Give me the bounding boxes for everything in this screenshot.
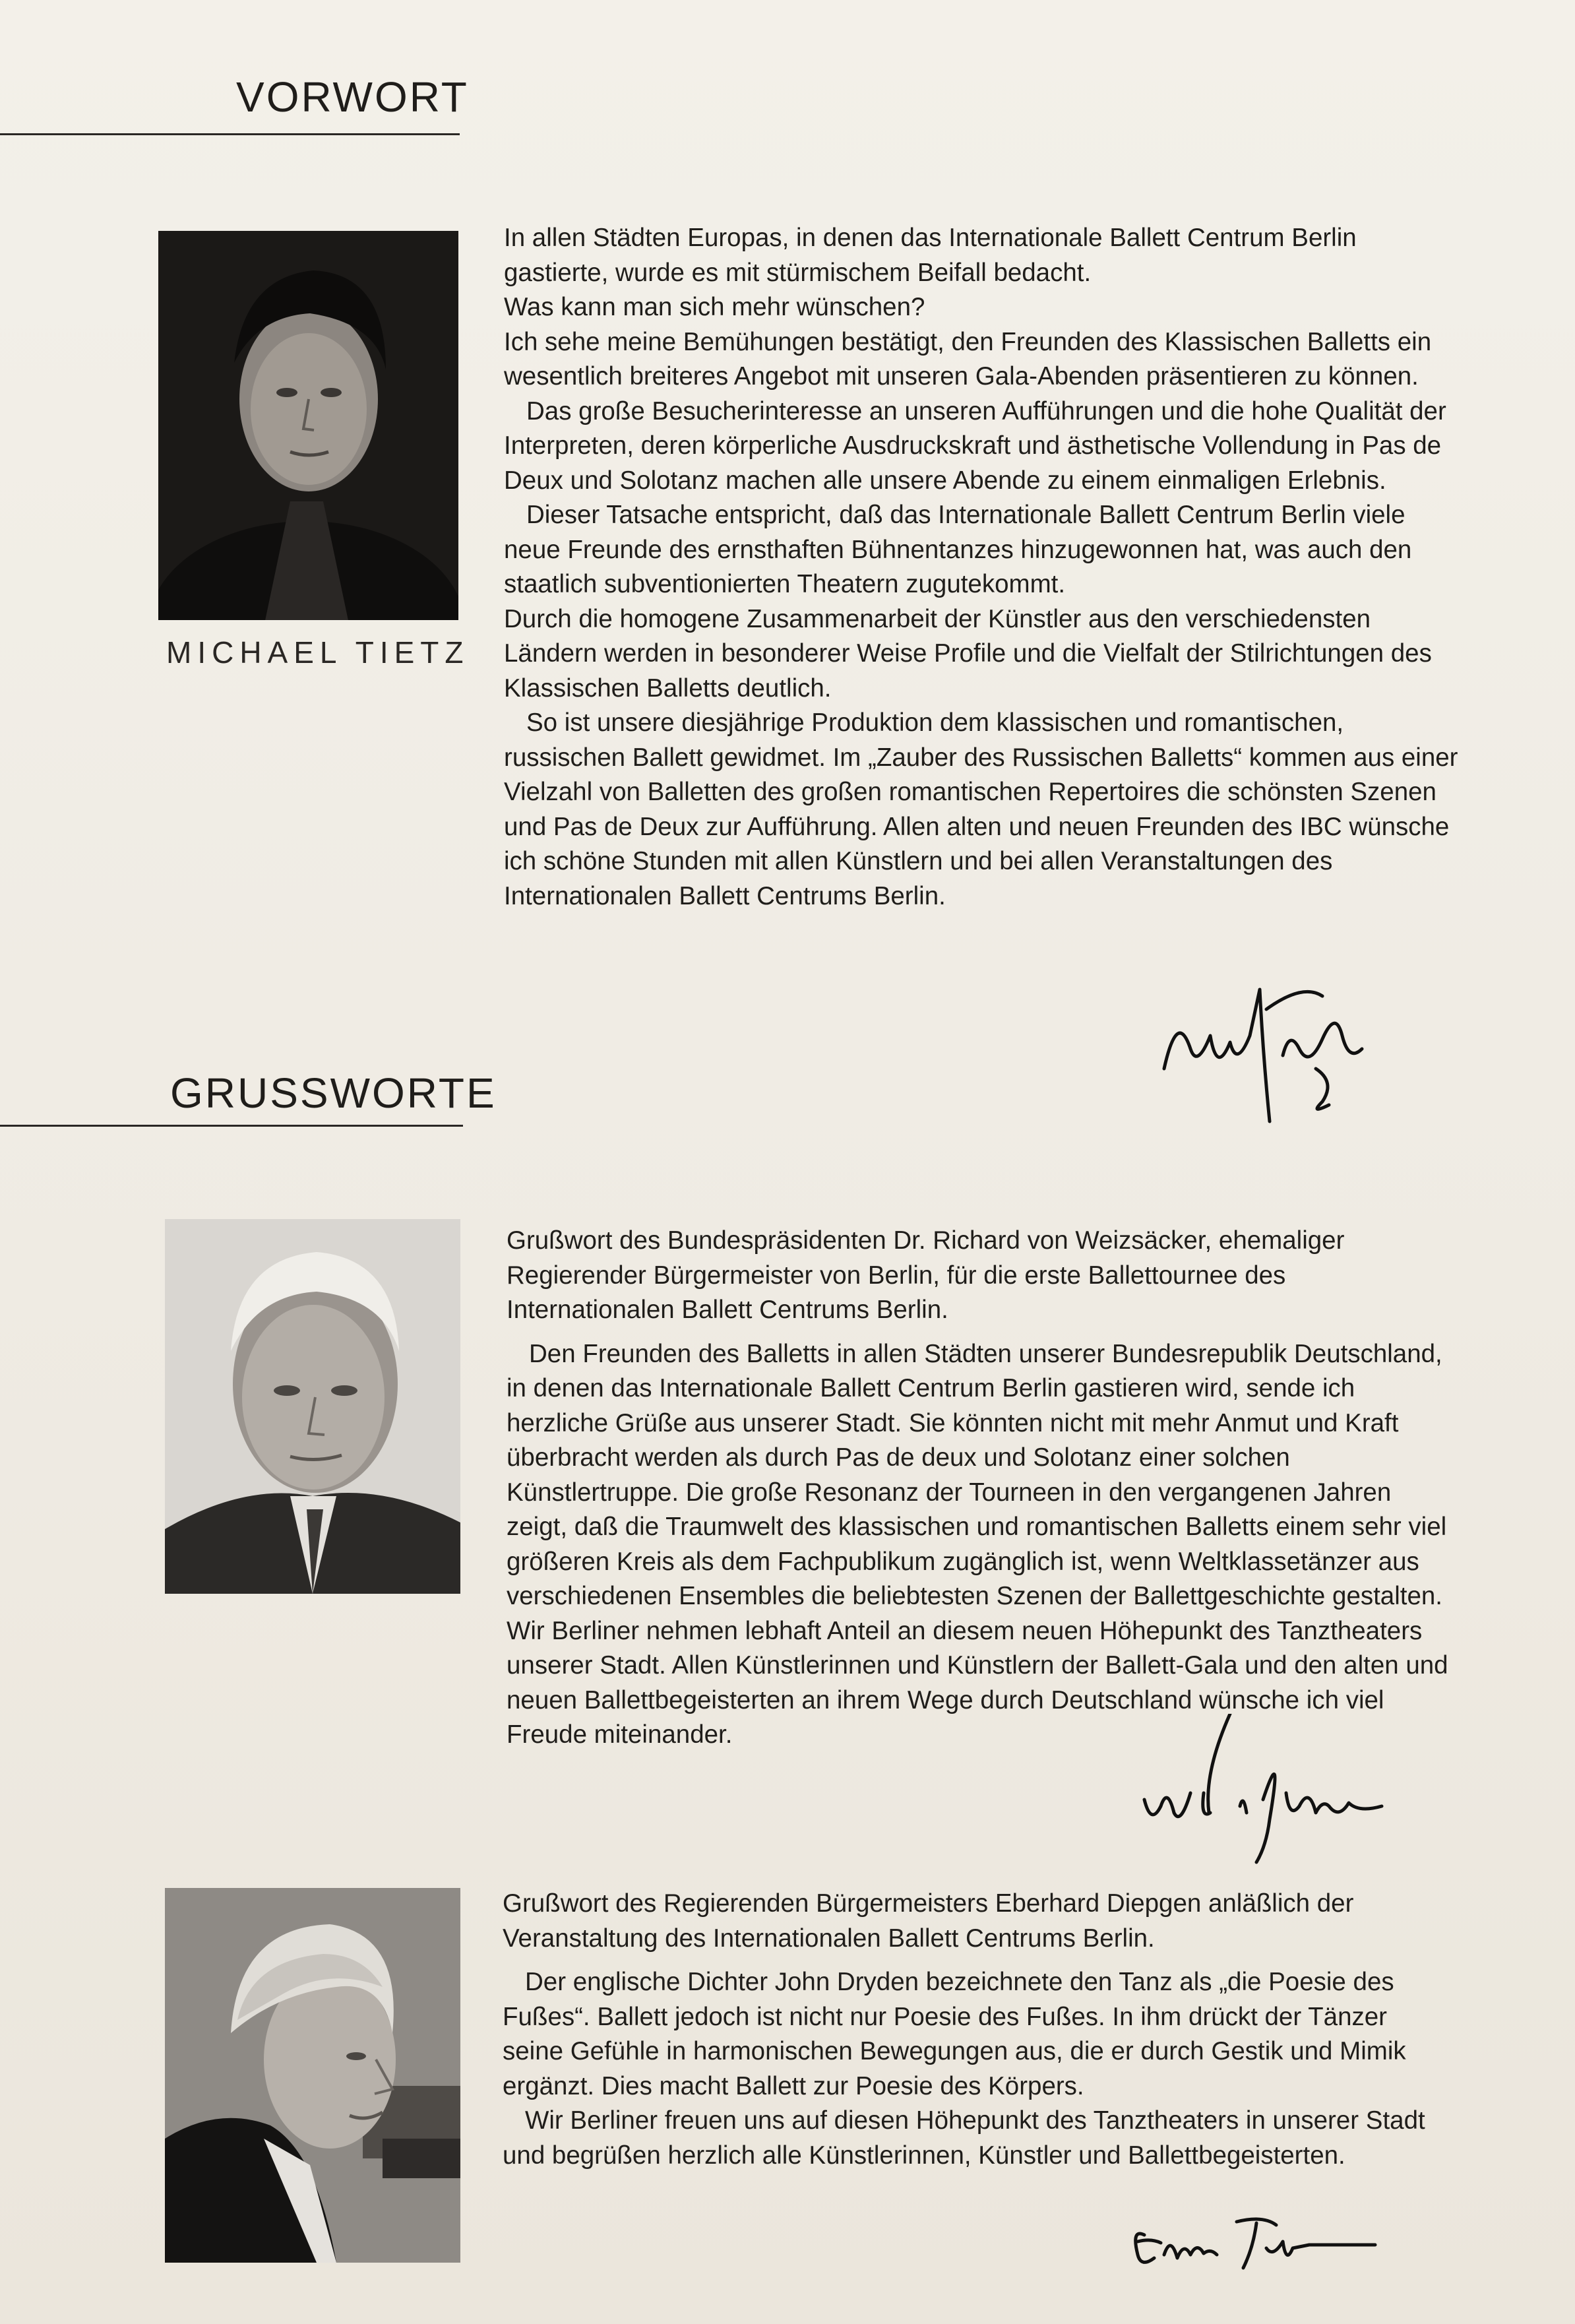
grussworte-heading: GRUSSWORTE <box>170 1069 497 1117</box>
diepgen-lead: Grußwort des Regierenden Bürgermeisters Eberhard Diepgen anläßlich der Veranstaltung des Internationalen Ballett Centrums Berlin. <box>503 1889 1354 1953</box>
portrait-diepgen <box>165 1888 460 2263</box>
weizsaecker-text <box>507 1224 1456 1753</box>
vorwort-rule <box>0 133 460 135</box>
portrait-weizsaecker <box>165 1219 460 1594</box>
vorwort-paragraph: Ich sehe meine Bemühungen bestätigt, den Freunden des Klassischen Balletts ein wesentlich breiteres Angebot mit unseren Gala-Abenden präsentieren zu können. <box>504 327 1432 391</box>
vorwort-heading: VORWORT <box>236 73 469 121</box>
vorwort-text <box>504 221 1464 914</box>
weizsaecker-lead: Grußwort des Bundespräsidenten Dr. Richard von Weizsäcker, ehemaliger Regierender Bürgermeister von Berlin, für die erste Ballettournee des Internationalen Ballett Centrums Berlin. <box>507 1226 1345 1324</box>
diepgen-text <box>503 1887 1452 2173</box>
vorwort-paragraph: Dieser Tatsache entspricht, daß das Internationale Ballett Centrum Berlin viele neue Freunde des ernsthaften Bühnentanzes hinzugewonnen hat, was auch den staatlich subventionierten Theatern zugutekommt. <box>504 501 1412 598</box>
diepgen-paragraph: Wir Berliner freuen uns auf diesen Höhepunkt des Tanztheaters in unserer Stadt und begrüßen herzlich alle Künstlerinnen, Künstler und Ballettbegeisterten. <box>503 2106 1425 2170</box>
vorwort-paragraph: Was kann man sich mehr wünschen? <box>504 293 925 321</box>
author-caption: MICHAEL TIETZ <box>166 635 470 670</box>
signature-tietz <box>1151 970 1388 1128</box>
signature-weizsaecker <box>1131 1714 1395 1866</box>
weizsaecker-body: Den Freunden des Balletts in allen Städten unserer Bundesrepublik Deutschland, in denen das Internationale Ballett Centrum Berlin gastieren wird, sende ich herzliche Grüße aus unserer Stadt. Sie könnten nicht mit mehr Anmut und Kraft überbracht werden als durch Pas de deux und Solotanz einer solchen Künstlertruppe. Die große Resonanz der Tourneen in den vergangenen Jahren zeigt, daß die Traumwelt des klassischen und romantischen Balletts einem sehr viel größeren Kreis als dem Fachpublikum zugänglich ist, wenn Weltklassetänzer aus verschiedenen Ensembles die beliebtesten Szenen der Ballettgeschichte gestalten. Wir Berliner nehmen lebhaft Anteil an diesem neuen Höhepunkt des Tanztheaters unserer Stadt. Allen Künstlerinnen und Künstlern der Ballett-Gala und den alten und neuen Ballettbegeisterten an ihrem Wege durch Deutschland wünsche ich viel Freude miteinander. <box>507 1339 1448 1749</box>
signature-diepgen <box>1125 2202 1388 2275</box>
vorwort-paragraph: In allen Städten Europas, in denen das Internationale Ballett Centrum Berlin gastierte, wurde es mit stürmischem Beifall bedacht. <box>504 224 1357 287</box>
vorwort-paragraph: Das große Besucherinteresse an unseren Aufführungen und die hohe Qualität der Interpreten, deren körperliche Ausdruckskraft und ästhetische Vollendung in Pas de Deux und Solotanz machen alle unsere Abende zu einem einmaligen Erlebnis. <box>504 396 1446 495</box>
vorwort-paragraph: Durch die homogene Zusammenarbeit der Künstler aus den verschiedensten Ländern werden in besonderer Weise Profile und die Vielfalt der Stilrichtungen des Klassischen Balletts deutlich. <box>504 604 1432 703</box>
diepgen-paragraph: Der englische Dichter John Dryden bezeichnete den Tanz als „die Poesie des Fußes“. Ballett jedoch ist nicht nur Poesie des Fußes. In ihm drückt der Tänzer seine Gefühle in harmonischen Bewegungen aus, die er durch Gestik und Mimik ergänzt. Dies macht Ballett zur Poesie des Körpers. <box>503 1968 1406 2100</box>
grussworte-rule <box>0 1125 463 1127</box>
portrait-michael-tietz <box>158 231 458 620</box>
vorwort-paragraph: So ist unsere diesjährige Produktion dem klassischen und romantischen, russischen Ballett gewidmet. Im „Zauber des Russischen Balletts“ kommen aus einer Vielzahl von Balletten des großen romantischen Repertoires die schönsten Szenen und Pas de Deux zur Aufführung. Allen alten und neuen Freunden des IBC wünsche ich schöne Stunden mit allen Künstlern und bei allen Veranstaltungen des Internationalen Ballett Centrums Berlin. <box>504 708 1458 910</box>
